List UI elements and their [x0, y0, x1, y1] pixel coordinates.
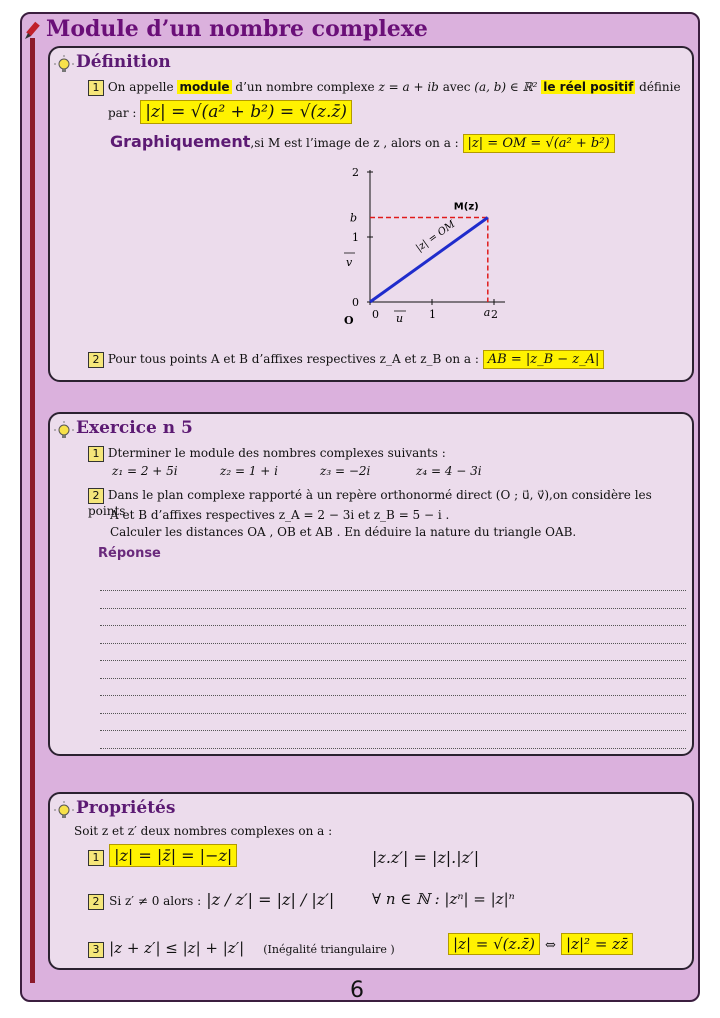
exercise-card	[48, 412, 694, 756]
answer-line	[100, 590, 686, 591]
graphically-line: Graphiquement,si M est l’image de z , alors on a : |z| = OM = √(a² + b²)	[110, 132, 615, 151]
lightbulb-icon	[54, 55, 74, 75]
property-3-right	[448, 934, 633, 953]
definition-heading: Définition	[76, 52, 171, 72]
lightbulb-icon	[54, 421, 74, 441]
point-label: M(z)	[453, 201, 479, 213]
complex-numbers-list	[112, 464, 532, 478]
properties-intro: Soit z et z′ deux nombres complexes on a :	[74, 824, 333, 838]
property-2-right: ∀ n ∈ ℕ : |zⁿ| = |z|ⁿ	[372, 890, 515, 908]
page-number: 6	[350, 978, 364, 1003]
om-formula: |z| = OM = √(a² + b²)	[463, 134, 615, 153]
definition-formula-line: par : |z| = √(a² + b²) = √(z.z̄)	[108, 102, 352, 122]
module-formula: |z| = √(a² + b²) = √(z.z̄)	[140, 100, 352, 124]
z2: z₂ = 1 + i	[220, 464, 278, 478]
module-sqrt-formula: |z| = √(z.z̄)	[448, 933, 540, 955]
lightbulb-icon	[54, 801, 74, 821]
item-number: 1	[88, 446, 104, 462]
exercise-item-2: 2 Dans le plan complexe rapporté à un repère orthonormé direct (O ; u⃗, v⃗),on considère les points	[88, 488, 652, 518]
exercise-heading: Exercice n 5	[76, 418, 193, 438]
page-title: Module d’un nombre complexe	[46, 16, 428, 42]
definition-card	[48, 46, 694, 382]
property-1-right: |z.z′| = |z|.|z′|	[372, 848, 480, 867]
property-3	[88, 938, 395, 958]
origin-label: O	[344, 314, 354, 327]
z3: z₃ = −2i	[320, 464, 371, 478]
y-tick-label: 2	[352, 166, 359, 179]
keyword-reel-positif: le réel positif	[543, 80, 634, 94]
x-tick-label: 0	[372, 308, 379, 321]
x-tick-label: 2	[491, 308, 498, 321]
exercise-item-2-line-3: Calculer les distances OA , OB et AB . En déduire la nature du triangle OAB.	[110, 525, 577, 539]
exercise-item-2-line-2: A et B d’affixes respectives z_A = 2 − 3i et z_B = 5 − i .	[110, 508, 450, 522]
answer-line	[100, 695, 686, 696]
item-number: 1	[88, 850, 104, 866]
b-label: b	[350, 211, 358, 225]
definition-item-2: 2 Pour tous points A et B d’affixes respectives z_A et z_B on a : AB = |z_B − z_A|	[88, 352, 604, 368]
module-squared-formula: |z|² = zz̄	[561, 933, 633, 955]
pencil-icon	[22, 20, 44, 42]
graphiquement-label: Graphiquement	[110, 132, 251, 151]
definition-item-1: 1 On appelle module d’un nombre complexe z = a + ib avec (a, b) ∈ ℝ² le réel positif définie	[88, 80, 688, 96]
z4: z₄ = 4 − 3i	[416, 464, 482, 478]
answer-line	[100, 608, 686, 609]
answer-line	[100, 730, 686, 731]
item-number: 3	[88, 942, 104, 958]
equivalence-symbol: ⇔	[545, 938, 556, 953]
answer-line	[100, 713, 686, 714]
segment-label: |z| = OM	[414, 218, 458, 255]
property-1-formula: |z| = |z̄| = |−z|	[109, 844, 237, 867]
triangle-inequality-label: (Inégalité triangulaire )	[263, 943, 395, 956]
properties-heading: Propriétés	[76, 798, 176, 818]
left-margin-bar	[30, 38, 35, 983]
module-graph	[330, 162, 510, 332]
y-tick-label: 1	[352, 231, 359, 244]
keyword-module: module	[179, 80, 230, 94]
answer-line	[100, 660, 686, 661]
y-tick-label: 0	[352, 296, 359, 309]
answer-line	[100, 678, 686, 679]
properties-card	[48, 792, 694, 970]
item-number: 2	[88, 488, 104, 504]
triangle-inequality: |z + z′| ≤ |z| + |z′|	[109, 939, 245, 957]
answer-line	[100, 748, 686, 749]
segment-om	[370, 218, 488, 303]
distance-formula: AB = |z_B − z_A|	[483, 350, 605, 369]
a-label: a	[483, 306, 491, 319]
reponse-label: Réponse	[98, 546, 161, 561]
property-2-formula: |z / z′| = |z| / |z′|	[206, 890, 335, 909]
exercise-item-1: 1 Dterminer le module des nombres complexes suivants :	[88, 446, 446, 462]
item-number: 2	[88, 894, 104, 910]
z1: z₁ = 2 + 5i	[112, 464, 178, 478]
x-tick-label: 1	[429, 308, 436, 321]
property-2: 2 Si z′ ≠ 0 alors : |z / z′| = |z| / |z′|	[88, 890, 334, 910]
u-label: u	[396, 312, 404, 325]
property-1	[88, 846, 237, 866]
answer-line	[100, 625, 686, 626]
item-number: 1	[88, 80, 104, 96]
item-number: 2	[88, 352, 104, 368]
answer-line	[100, 643, 686, 644]
v-label: v	[346, 256, 353, 269]
